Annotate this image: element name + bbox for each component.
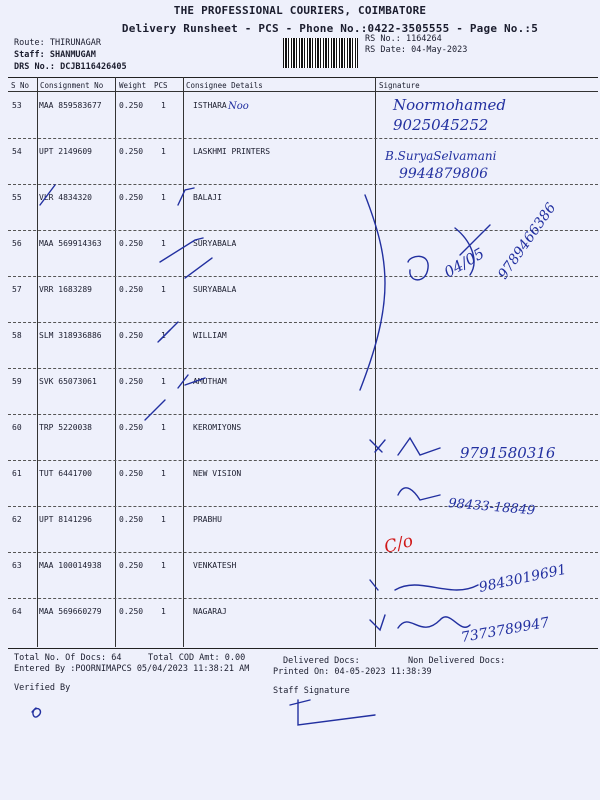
- tick-mark: [185, 258, 212, 278]
- tick-mark: [178, 375, 188, 388]
- cell-consignment-no: MAA 859583677: [39, 101, 102, 110]
- cell-consignment-no: MAA 569660279: [39, 607, 102, 616]
- cell-sno: 61: [12, 469, 22, 478]
- cell-pcs: 1: [161, 101, 166, 110]
- cell-consignee: WILLIAM: [193, 331, 227, 340]
- cell-weight: 0.250: [119, 239, 144, 248]
- cell-sno: 62: [12, 515, 22, 524]
- cell-consignee: BALAJI: [193, 193, 222, 202]
- tick-mark: [178, 188, 194, 205]
- cell-sno: 55: [12, 193, 22, 202]
- tick-mark: [40, 185, 55, 205]
- cell-consignment-no: TRP 5220038: [39, 423, 92, 432]
- row56-signature-date: 04/05: [441, 244, 488, 282]
- cell-consignment-no: MAA 100014938: [39, 561, 102, 570]
- cell-consignment-no: UPT 2149609: [39, 147, 92, 156]
- total-cod: Total COD Amt: 0.00: [148, 653, 246, 663]
- cell-consignee: KEROMIYONS: [193, 423, 242, 432]
- cell-sno: 57: [12, 285, 22, 294]
- cell-consignment-no: VLR 4834320: [39, 193, 92, 202]
- staff-signature-stroke: [290, 700, 375, 725]
- cell-weight: 0.250: [119, 607, 144, 616]
- cell-consignee: SURYABALA: [193, 285, 237, 294]
- tick-mark: [160, 330, 170, 340]
- runsheet-subtitle: Delivery Runsheet - PCS - Phone No.:0422-3505555 - Page No.:5: [121, 22, 539, 35]
- cell-consignee: VENKATESH: [193, 561, 237, 570]
- company-title: THE PROFESSIONAL COURIERS, COIMBATORE: [173, 4, 427, 17]
- verifier-initial-stroke: [32, 708, 40, 717]
- cell-sno: 59: [12, 377, 22, 386]
- cell-consignee: AMUTHAM: [193, 377, 227, 386]
- col-pcs-header: PCS: [154, 81, 168, 90]
- cell-pcs: 1: [161, 193, 166, 202]
- cell-sno: 58: [12, 331, 22, 340]
- col-sno-header: S No: [11, 81, 30, 90]
- row62-note: C/o: [382, 531, 416, 558]
- staff-signature-label: Staff Signature: [273, 686, 350, 696]
- row53-note: Noo: [228, 101, 249, 112]
- row61-signature-phone: 98433-18849: [447, 496, 536, 519]
- staff-label: Staff:: [14, 50, 45, 60]
- cell-sno: 60: [12, 423, 22, 432]
- cell-consignment-no: TUT 6441700: [39, 469, 92, 478]
- cell-consignment-no: MAA 569914363: [39, 239, 102, 248]
- rs-no-label: RS No.:: [365, 34, 401, 44]
- verified-by-label: Verified By: [14, 683, 71, 693]
- cell-weight: 0.250: [119, 193, 144, 202]
- rs-no-value: 1164264: [405, 34, 442, 44]
- row56-signature-phone: 9789466386: [495, 200, 560, 283]
- cell-weight: 0.250: [119, 561, 144, 570]
- cell-pcs: 1: [161, 561, 166, 570]
- signature-stroke: [398, 488, 440, 500]
- cell-consignee: LASKHMI PRINTERS: [193, 147, 271, 156]
- cell-consignee: NEW VISION: [193, 469, 242, 478]
- delivered-docs: Delivered Docs:: [283, 656, 360, 666]
- row60-signature-phone: 9791580316: [460, 444, 556, 462]
- cell-consignee: SURYABALA: [193, 239, 237, 248]
- cell-consignee: NAGARAJ: [193, 607, 227, 616]
- cell-weight: 0.250: [119, 331, 144, 340]
- tick-mark: [160, 238, 203, 262]
- cell-consignment-no: UPT 8141296: [39, 515, 92, 524]
- total-docs: Total No. Of Docs: 64: [14, 653, 122, 663]
- cell-pcs: 1: [161, 469, 166, 478]
- cell-consignment-no: SVK 65073061: [39, 377, 97, 386]
- row64-signature-phone: 7373789947: [459, 614, 551, 646]
- row63-signature-phone: 9843019691: [477, 561, 568, 596]
- cell-weight: 0.250: [119, 101, 144, 110]
- cell-pcs: 1: [161, 377, 166, 386]
- signature-stroke: [408, 256, 428, 280]
- signature-stroke: [370, 615, 470, 630]
- printed-on: Printed On: 04-05-2023 11:38:39: [273, 667, 432, 677]
- cell-sno: 54: [12, 147, 22, 156]
- staff-value: SHANMUGAM: [49, 50, 96, 60]
- row54-signature-phone: 9944879806: [399, 166, 489, 182]
- cell-weight: 0.250: [119, 469, 144, 478]
- signature-stroke: [370, 438, 440, 455]
- row54-signature-name: B.SuryaSelvamani: [385, 149, 497, 163]
- drs-value: DCJB116426405: [60, 62, 127, 72]
- cell-consignee: PRABHU: [193, 515, 222, 524]
- route-value: THIRUNAGAR: [49, 38, 102, 48]
- cell-sno: 64: [12, 607, 22, 616]
- col-consignee-header: Consignee Details: [186, 81, 263, 90]
- entered-by: Entered By :POORNIMAPCS 05/04/2023 11:38:21 AM: [14, 664, 250, 674]
- cell-consignment-no: SLM 318936886: [39, 331, 102, 340]
- cell-weight: 0.250: [119, 423, 144, 432]
- cell-pcs: 1: [161, 285, 166, 294]
- rs-date-label: RS Date:: [365, 45, 406, 55]
- cell-consignee: ISTHARA: [193, 101, 227, 110]
- cell-sno: 53: [12, 101, 22, 110]
- cell-pcs: 1: [161, 239, 166, 248]
- cell-weight: 0.250: [119, 285, 144, 294]
- col-consignment-header: Consignment No: [40, 81, 104, 90]
- drs-label: DRS No.:: [14, 62, 55, 72]
- tick-mark: [145, 400, 165, 420]
- cell-sno: 56: [12, 239, 22, 248]
- cell-consignment-no: VRR 1683289: [39, 285, 92, 294]
- cell-weight: 0.250: [119, 377, 144, 386]
- col-signature-header: Signature: [379, 81, 420, 90]
- non-delivered-docs: Non Delivered Docs:: [408, 656, 506, 666]
- rs-date-value: 04-May-2023: [411, 45, 468, 55]
- row53-signature-name: Noormohamed: [393, 96, 506, 114]
- cell-pcs: 1: [161, 607, 166, 616]
- route-label: Route:: [14, 38, 45, 48]
- cell-weight: 0.250: [119, 515, 144, 524]
- row53-signature-phone: 9025045252: [393, 116, 489, 134]
- cell-weight: 0.250: [119, 147, 144, 156]
- col-weight-header: Weight: [119, 81, 147, 90]
- cell-pcs: 1: [161, 515, 166, 524]
- cell-sno: 63: [12, 561, 22, 570]
- cell-pcs: 1: [161, 147, 166, 156]
- cell-pcs: 1: [161, 423, 166, 432]
- bracket-stroke: [360, 195, 385, 390]
- tick-mark: [185, 378, 205, 385]
- cell-pcs: 1: [161, 331, 166, 340]
- signature-stroke: [370, 580, 478, 590]
